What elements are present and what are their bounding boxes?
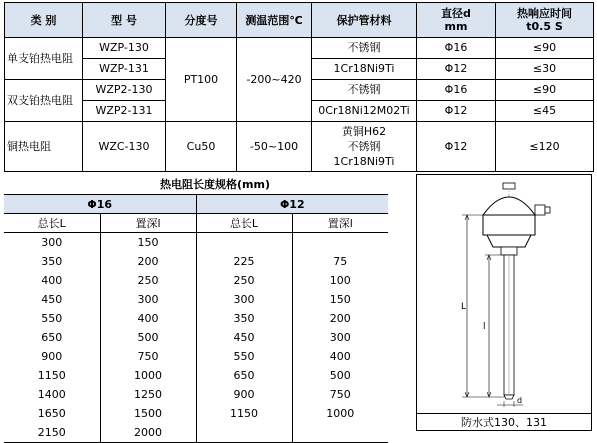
header-material: 保护管材料 — [312, 3, 417, 38]
material-line: 黄铜H62 — [341, 124, 387, 138]
head-body — [483, 215, 535, 235]
insertion-depth-cell: 100 — [329, 274, 351, 287]
insertion-depth-cell: 300 — [137, 293, 159, 306]
total-length-cell: 300 — [4, 233, 100, 253]
insertion-depth-cell — [292, 423, 388, 443]
model-cell: WZP-130 — [83, 38, 166, 59]
spec-table — [4, 2, 594, 172]
response-cell: ≤90 — [496, 38, 594, 59]
group-header-phi16: Φ16 — [4, 195, 196, 214]
col-insertion-depth: 置深l — [100, 214, 196, 233]
insertion-depth-cell: 1000 — [134, 369, 162, 382]
response-cell: ≤90 — [496, 79, 594, 100]
cable-gland — [535, 205, 545, 215]
insertion-depth-cell: 400 — [329, 350, 351, 363]
insertion-depth-cell: 1250 — [134, 388, 162, 401]
total-length-cell: 450 — [4, 290, 100, 309]
total-length-cell: 250 — [196, 271, 292, 290]
category-cell: 单支铂热电阻 — [5, 38, 83, 80]
diameter-cell: Φ16 — [417, 38, 496, 59]
cap-knob — [503, 183, 515, 189]
table-row — [4, 423, 388, 443]
header-graduation: 分度号 — [166, 3, 237, 38]
length-column-header-row — [4, 214, 388, 233]
head-base — [487, 235, 531, 247]
total-length-cell — [196, 233, 292, 253]
table-row — [4, 309, 388, 328]
total-length-cell: 2150 — [4, 423, 100, 443]
table-row — [4, 271, 388, 290]
thermometer-drawing-svg — [417, 175, 591, 413]
total-length-cell: 350 — [4, 252, 100, 271]
length-table — [4, 194, 388, 443]
head-neck — [501, 247, 517, 255]
total-length-cell: 400 — [4, 271, 100, 290]
header-response — [496, 3, 594, 38]
graduation-cell: Cu50 — [166, 121, 237, 171]
total-length-cell: 550 — [196, 347, 292, 366]
total-length-cell: 225 — [196, 252, 292, 271]
label-d: d — [517, 396, 523, 405]
table-row — [4, 290, 388, 309]
table-row — [4, 328, 388, 347]
model-cell: WZC-130 — [83, 121, 166, 171]
total-length-cell: 650 — [196, 366, 292, 385]
insertion-depth-cell: 2000 — [100, 423, 196, 443]
table-row — [4, 385, 388, 404]
material-cell: 0Cr18Ni12M02Ti — [312, 100, 417, 121]
diameter-cell: Φ16 — [417, 79, 496, 100]
total-length-cell: 350 — [196, 309, 292, 328]
tube-tip — [504, 395, 514, 399]
range-cell: -200~420 — [237, 38, 312, 122]
col-total-length: 总长L — [4, 214, 100, 233]
insertion-depth-cell: 300 — [329, 331, 351, 344]
response-cell: ≤30 — [496, 58, 594, 79]
drawing-caption: 防水式130、131 — [417, 413, 591, 431]
col-insertion-depth: 置深l — [292, 214, 388, 233]
header-diameter-line2: mm — [444, 20, 468, 33]
table-row — [4, 233, 388, 253]
model-cell: WZP-131 — [83, 58, 166, 79]
head-cap — [483, 197, 535, 215]
header-response-line1: 热响应时间 — [517, 7, 572, 20]
table-row — [5, 121, 594, 171]
header-diameter-line1: 直径d — [441, 7, 471, 20]
header-model: 型 号 — [83, 3, 166, 38]
graduation-cell: PT100 — [166, 38, 237, 122]
total-length-cell: 1150 — [196, 404, 292, 423]
insertion-depth-cell: 200 — [329, 312, 351, 325]
col-total-length: 总长L — [196, 214, 292, 233]
insertion-depth-cell: 750 — [329, 388, 351, 401]
table-row — [4, 252, 388, 271]
insertion-depth-cell: 200 — [137, 255, 159, 268]
header-category: 类 别 — [5, 3, 83, 38]
material-cell: 不锈钢 — [312, 38, 417, 59]
total-length-cell: 900 — [4, 347, 100, 366]
total-length-cell: 650 — [4, 328, 100, 347]
insertion-depth-cell: 75 — [333, 255, 348, 268]
header-response-line2: t0.5 S — [526, 20, 563, 33]
total-length-cell: 900 — [196, 385, 292, 404]
insertion-depth-cell: 250 — [137, 274, 159, 287]
total-length-cell: 1150 — [4, 366, 100, 385]
spec-header-row — [5, 3, 594, 38]
cable-gland-nut — [545, 207, 550, 213]
thermometer-drawing — [416, 174, 592, 431]
total-length-cell: 450 — [196, 328, 292, 347]
table-row — [4, 404, 388, 423]
insertion-depth-cell: 150 — [137, 236, 159, 249]
material-cell: 1Cr18Ni9Ti — [312, 58, 417, 79]
total-length-cell: 1650 — [4, 404, 100, 423]
total-length-cell: 300 — [196, 290, 292, 309]
insertion-depth-cell: 150 — [329, 293, 351, 306]
model-cell: WZP2-130 — [83, 79, 166, 100]
total-length-cell: 1400 — [4, 385, 100, 404]
header-range: 测温范围℃ — [237, 3, 312, 38]
insertion-depth-cell: 500 — [329, 369, 351, 382]
total-length-cell: 550 — [4, 309, 100, 328]
length-table-title: 热电阻长度规格(mm) — [160, 178, 270, 191]
diameter-cell: Φ12 — [417, 100, 496, 121]
table-row — [4, 347, 388, 366]
total-length-cell — [196, 423, 292, 443]
group-header-phi12: Φ12 — [196, 195, 388, 214]
material-cell: 不锈钢 — [312, 79, 417, 100]
header-diameter — [417, 3, 496, 38]
insertion-depth-cell: 750 — [137, 350, 159, 363]
range-cell: -50~100 — [237, 121, 312, 171]
length-group-header-row — [4, 195, 388, 214]
label-l: l — [483, 322, 486, 332]
insertion-depth-cell: 1000 — [326, 407, 355, 420]
insertion-depth-cell: 400 — [137, 312, 159, 325]
diameter-cell: Φ12 — [417, 121, 496, 171]
material-line: 不锈钢 — [347, 139, 381, 153]
length-table-body — [4, 233, 388, 443]
category-cell: 铜热电阻 — [5, 121, 83, 171]
response-cell: ≤120 — [496, 121, 594, 171]
diameter-cell: Φ12 — [417, 58, 496, 79]
insertion-depth-cell: 500 — [137, 331, 159, 344]
category-cell: 双支铂热电阻 — [5, 79, 83, 121]
table-row — [5, 38, 594, 59]
label-L: L — [461, 302, 467, 312]
insertion-depth-cell: 1500 — [134, 407, 162, 420]
response-cell: ≤45 — [496, 100, 594, 121]
model-cell: WZP2-131 — [83, 100, 166, 121]
material-cell — [312, 121, 417, 171]
table-row — [4, 366, 388, 385]
insertion-depth-cell — [292, 233, 388, 253]
material-line: 1Cr18Ni9Ti — [333, 154, 395, 168]
